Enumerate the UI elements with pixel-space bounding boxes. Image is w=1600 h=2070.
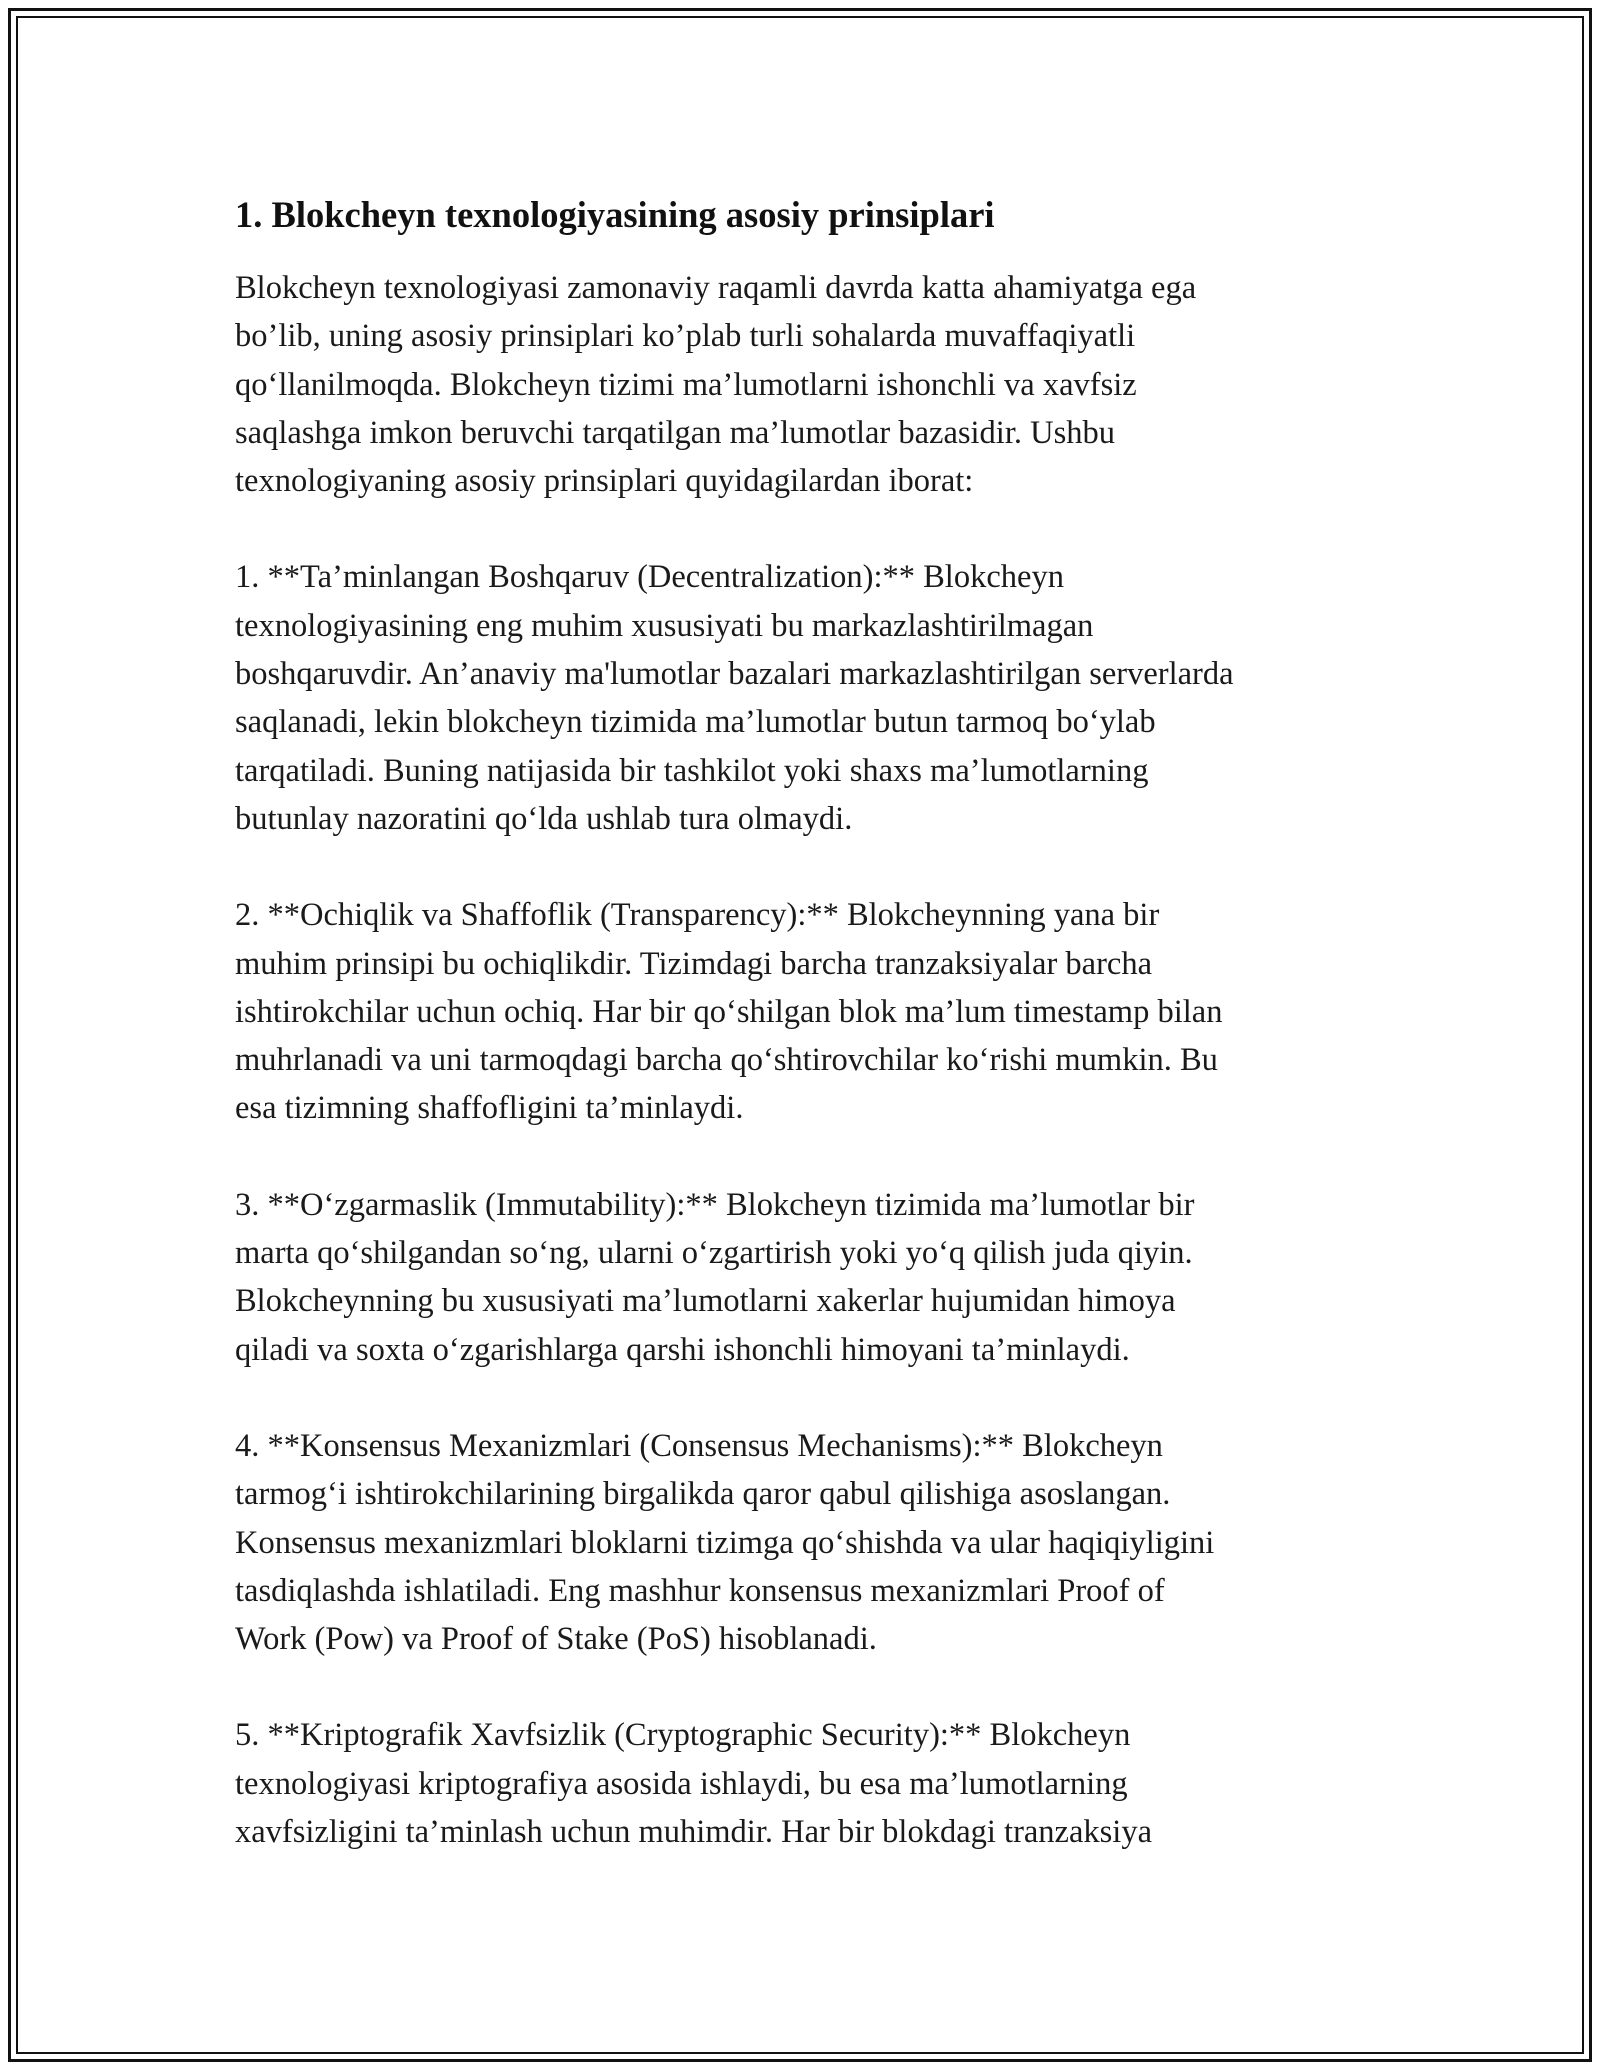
- paragraph-line: qiladi va soxta o‘zgarishlarga qarshi ishonchli himoyani ta’minlaydi.: [235, 1331, 1130, 1368]
- paragraph-line: xavfsizligini ta’minlash uchun muhimdir. Har bir blokdagi tranzaksiya: [235, 1814, 1153, 1851]
- paragraph-line: 3. **O‘zgarmaslik (Immutability):** Blokcheyn tizimida ma’lumotlar bir: [235, 1186, 1195, 1223]
- paragraph-line: butunlay nazoratini qo‘lda ushlab tura olmaydi.: [235, 800, 853, 837]
- paragraph-line: ishtirokchilar uchun ochiq. Har bir qo‘shilgan blok ma’lum timestamp bilan: [235, 993, 1223, 1030]
- document-body: [235, 188, 1385, 1904]
- paragraph-line: Blokcheyn texnologiyasi zamonaviy raqamli davrda katta ahamiyatga ega: [235, 270, 1197, 306]
- paragraph-line: Blokcheynning bu xususiyati ma’lumotlarni xakerlar hujumidan himoya: [235, 1283, 1176, 1320]
- paragraph-line: esa tizimning shaffofligini ta’minlaydi.: [235, 1090, 744, 1127]
- paragraph-line: Work (Pow) va Proof of Stake (PoS) hisoblanadi.: [235, 1621, 877, 1658]
- principle-paragraph-5: [235, 1711, 1385, 1856]
- paragraph-line: 5. **Kriptografik Xavfsizlik (Cryptographic Security):** Blokcheyn: [235, 1717, 1131, 1754]
- paragraph-line: 4. **Konsensus Mexanizmlari (Consensus Mechanisms):** Blokcheyn: [235, 1427, 1163, 1464]
- principle-paragraph-1: [235, 553, 1385, 843]
- paragraph-line: saqlashga imkon beruvchi tarqatilgan ma’lumotlar bazasidir. Ushbu: [235, 414, 1115, 451]
- paragraph-line: 1. **Ta’minlangan Boshqaruv (Decentralization):** Blokcheyn: [235, 559, 1064, 596]
- paragraph-line: texnologiyasi kriptografiya asosida ishlaydi, bu esa ma’lumotlarning: [235, 1765, 1128, 1802]
- paragraph-line: tasdiqlashda ishlatiladi. Eng mashhur konsensus mexanizmlari Proof of: [235, 1572, 1165, 1609]
- paragraph-line: saqlanadi, lekin blokcheyn tizimida ma’lumotlar butun tarmoq bo‘ylab: [235, 704, 1156, 741]
- paragraph-line: marta qo‘shilgandan so‘ng, ularni o‘zgartirish yoki yo‘q qilish juda qiyin.: [235, 1235, 1193, 1272]
- principle-paragraph-4: [235, 1422, 1385, 1663]
- principle-paragraph-2: [235, 891, 1385, 1132]
- paragraph-line: muhim prinsipi bu ochiqlikdir. Tizimdagi barcha tranzaksiyalar barcha: [235, 945, 1153, 982]
- principle-paragraph-3: [235, 1181, 1385, 1374]
- paragraph-line: bo’lib, uning asosiy prinsiplari ko’plab turli sohalarda muvaffaqiyatli: [235, 318, 1136, 355]
- paragraph-line: Konsensus mexanizmlari bloklarni tizimga qo‘shishda va ular haqiqiyligini: [235, 1524, 1215, 1561]
- paragraph-line: boshqaruvdir. An’anaviy ma'lumotlar bazalari markazlashtirilgan serverlarda: [235, 656, 1234, 693]
- paragraph-line: 2. **Ochiqlik va Shaffoflik (Transparency):** Blokcheynning yana bir: [235, 897, 1160, 934]
- intro-paragraph: [235, 264, 1385, 505]
- paragraph-line: tarqatiladi. Buning natijasida bir tashkilot yoki shaxs ma’lumotlarning: [235, 752, 1149, 789]
- paragraph-list: [235, 264, 1385, 1856]
- paragraph-line: texnologiyaning asosiy prinsiplari quyidagilardan iborat:: [235, 463, 974, 500]
- paragraph-line: tarmog‘i ishtirokchilarining birgalikda qaror qabul qilishiga asoslangan.: [235, 1476, 1171, 1513]
- section-heading: 1. Blokcheyn texnologiyasining asosiy prinsiplari: [235, 194, 995, 235]
- paragraph-line: muhrlanadi va uni tarmoqdagi barcha qo‘shtirovchilar ko‘rishi mumkin. Bu: [235, 1042, 1218, 1079]
- paragraph-line: qo‘llanilmoqda. Blokcheyn tizimi ma’lumotlarni ishonchli va xavfsiz: [235, 366, 1137, 403]
- paragraph-line: texnologiyasining eng muhim xususiyati bu markazlashtirilmagan: [235, 607, 1094, 644]
